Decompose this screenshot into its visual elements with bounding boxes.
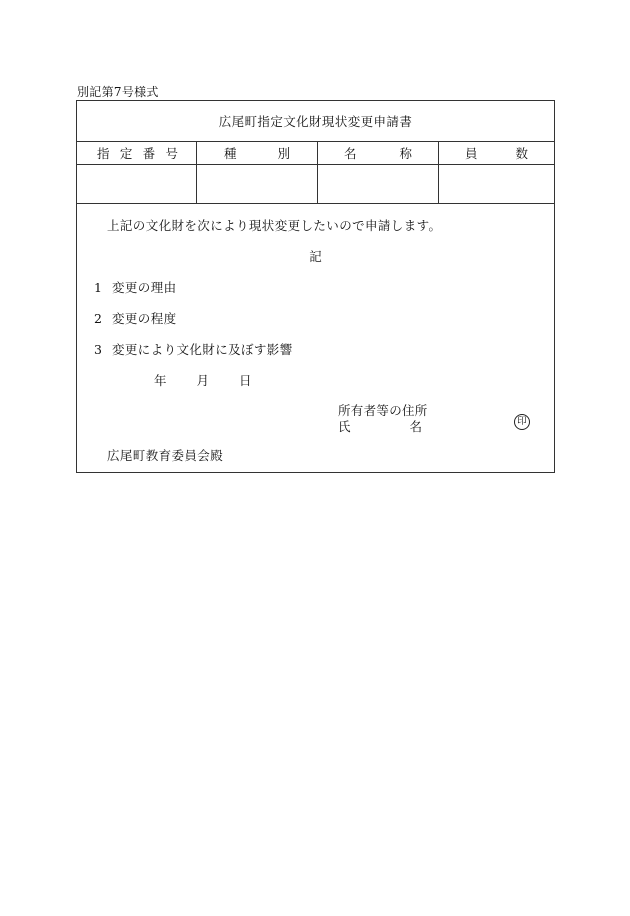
owner-name-label bbox=[338, 417, 422, 435]
header-char: 種 bbox=[224, 145, 237, 161]
item-text: 変更により文化財に及ぼす影響 bbox=[112, 342, 293, 357]
quantity-cell[interactable] bbox=[439, 165, 555, 204]
header-type bbox=[197, 141, 318, 165]
owner-name-char: 名 bbox=[409, 419, 422, 434]
application-statement: 上記の文化財を次により現状変更したいので申請します。 bbox=[107, 218, 442, 233]
name-cell[interactable] bbox=[318, 165, 439, 204]
header-char: 別 bbox=[277, 145, 290, 161]
form-title: 広尾町指定文化財現状変更申請書 bbox=[77, 101, 554, 142]
table-row bbox=[77, 165, 554, 204]
designation-number-cell[interactable] bbox=[77, 165, 197, 204]
header-char: 員 bbox=[465, 145, 478, 161]
header-char: 定 bbox=[119, 145, 133, 161]
header-char: 号 bbox=[165, 145, 178, 161]
date-line bbox=[154, 371, 252, 389]
table-header-row bbox=[77, 141, 554, 165]
month-label: 月 bbox=[196, 373, 210, 388]
item-number: 3 bbox=[94, 342, 103, 357]
item-number: 1 bbox=[94, 280, 103, 295]
item-number: 2 bbox=[94, 311, 103, 326]
addressee: 広尾町教育委員会殿 bbox=[107, 448, 224, 463]
list-item bbox=[94, 278, 177, 296]
form-number-label: 別記第7号様式 bbox=[77, 85, 159, 99]
header-designation-number bbox=[77, 141, 197, 165]
ki-heading: 記 bbox=[309, 249, 322, 264]
header-char: 指 bbox=[97, 145, 110, 161]
item-text: 変更の理由 bbox=[112, 280, 177, 295]
day-label: 日 bbox=[239, 373, 252, 388]
header-char: 称 bbox=[399, 145, 412, 161]
header-char: 番 bbox=[142, 145, 156, 161]
owner-name-char: 氏 bbox=[338, 419, 351, 434]
header-char: 名 bbox=[344, 145, 357, 161]
header-name bbox=[318, 141, 439, 165]
owner-address-label: 所有者等の住所 bbox=[338, 403, 428, 418]
seal-icon: 印 bbox=[514, 414, 530, 430]
property-table bbox=[77, 141, 554, 204]
type-cell[interactable] bbox=[197, 165, 318, 204]
list-item bbox=[94, 309, 177, 327]
list-item bbox=[94, 340, 293, 358]
year-label: 年 bbox=[154, 373, 167, 388]
header-char: 数 bbox=[515, 145, 528, 161]
item-text: 変更の程度 bbox=[112, 311, 177, 326]
application-form bbox=[76, 100, 555, 473]
header-quantity bbox=[439, 141, 555, 165]
